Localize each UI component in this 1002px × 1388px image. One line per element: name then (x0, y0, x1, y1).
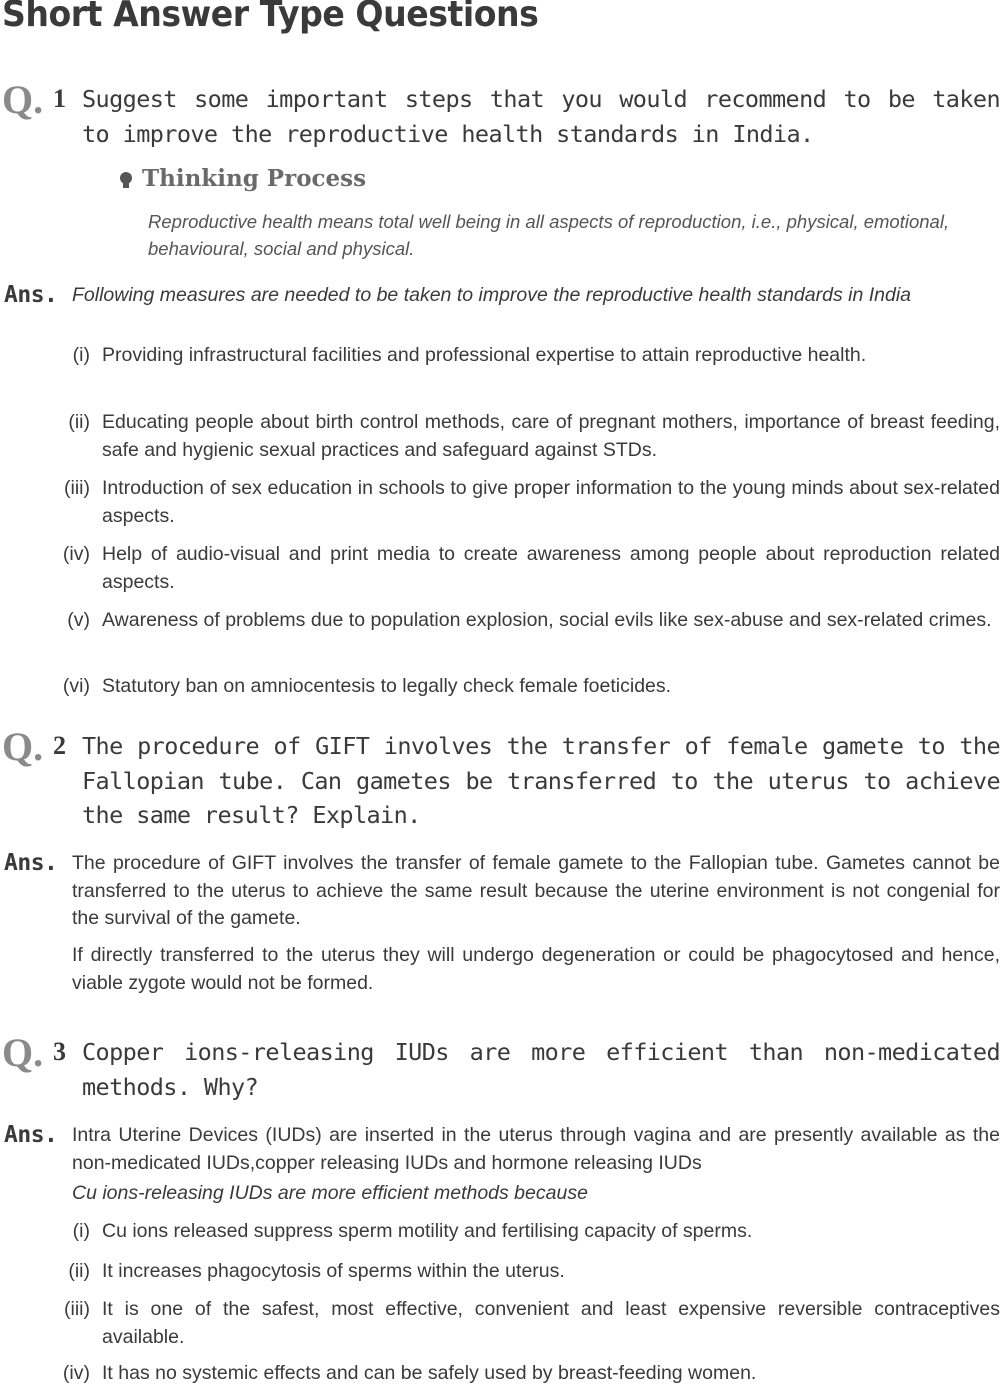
list-item-number: (vi) (62, 675, 90, 697)
question-text: Suggest some important steps that you would recommend to be taken to improve the reproductive health standards in India. (82, 85, 1000, 148)
list-item: Providing infrastructural facilities and professional expertise to attain reproductive health. (102, 344, 867, 366)
list-item: Statutory ban on amniocentesis to legally check female foeticides. (102, 675, 672, 697)
question-text: Copper ions-releasing IUDs are more efficient than non-medicated methods. Why? (82, 1038, 1000, 1101)
list-item: It has no systemic effects and can be safely used by breast-feeding women. (102, 1362, 757, 1384)
question-2 (0, 724, 1002, 839)
list-item-number: (iii) (64, 477, 90, 499)
list-item: Help of audio-visual and print media to create awareness among people about reproduction related aspects. (102, 543, 1000, 593)
list-item-number: (iv) (62, 543, 90, 565)
question-marker: Q. (2, 1030, 44, 1075)
question-3 (0, 1030, 1002, 1107)
answer-label: Ans. (4, 1122, 58, 1148)
thinking-process-text: Reproductive health means total well being in all aspects of reproduction, i.e., physical, emotional, behavioural, social and physical. (148, 211, 950, 259)
list-item: Cu ions released suppress sperm motility and fertilising capacity of sperms. (102, 1220, 753, 1242)
list-item-number: (i) (72, 1220, 90, 1242)
list-item-number: (iv) (62, 1362, 90, 1384)
question-marker: Q. (2, 77, 44, 122)
list-item-number: (ii) (68, 411, 90, 433)
answer-paragraph: Intra Uterine Devices (IUDs) are inserted in the uterus through vagina and are presently available as the non-medicated IUDs,copper releasing IUDs and hormone releasing IUDs (72, 1124, 1000, 1174)
list-item: It increases phagocytosis of sperms within the uterus. (102, 1260, 565, 1282)
answer-intro: Cu ions-releasing IUDs are more efficient methods because (72, 1182, 588, 1204)
question-marker: Q. (2, 724, 44, 769)
answer-label: Ans. (4, 282, 58, 308)
list-item: Introduction of sex education in schools to give proper information to the young minds about sex-related aspects. (102, 477, 1000, 527)
list-item-number: (iii) (64, 1298, 90, 1320)
list-item: It is one of the safest, most effective, convenient and least expensive reversible contraceptives available. (102, 1298, 1000, 1348)
answer-label: Ans. (4, 850, 58, 876)
list-item: Awareness of problems due to population explosion, social evils like sex-abuse and sex-related crimes. (102, 609, 992, 631)
question-1 (0, 77, 1002, 162)
answer-paragraph: If directly transferred to the uterus they will undergo degeneration or could be phagocytosed and hence, viable zygote would not be formed. (72, 944, 1000, 994)
answer-intro: Following measures are needed to be taken to improve the reproductive health standards in India (72, 284, 912, 306)
section-title: Short Answer Type Questions (2, 0, 539, 35)
list-item-number: (ii) (68, 1260, 90, 1282)
list-item: Educating people about birth control methods, care of pregnant mothers, importance of breast feeding, safe and hygienic sexual practices and safeguard against STDs. (102, 411, 1000, 461)
thinking-process-title: Thinking Process (142, 165, 367, 192)
question-number: 2 (53, 731, 66, 760)
list-item-number: (i) (72, 344, 90, 366)
list-item-number: (v) (67, 609, 90, 631)
question-number: 3 (53, 1037, 66, 1066)
answer-paragraph: The procedure of GIFT involves the transfer of female gamete to the Fallopian tube. Gametes cannot be transferred to the uterus to achieve the same result because the uterine environment is not congenial for the survival of the gamete. (72, 852, 1000, 929)
lightbulb-icon (120, 172, 132, 184)
question-number: 1 (53, 84, 66, 113)
question-text: The procedure of GIFT involves the transfer of female gamete to the Fallopian tube. Can gametes be transferred to the uterus to achieve the same result? Explain. (82, 732, 1000, 829)
thinking-process-heading (120, 165, 366, 192)
